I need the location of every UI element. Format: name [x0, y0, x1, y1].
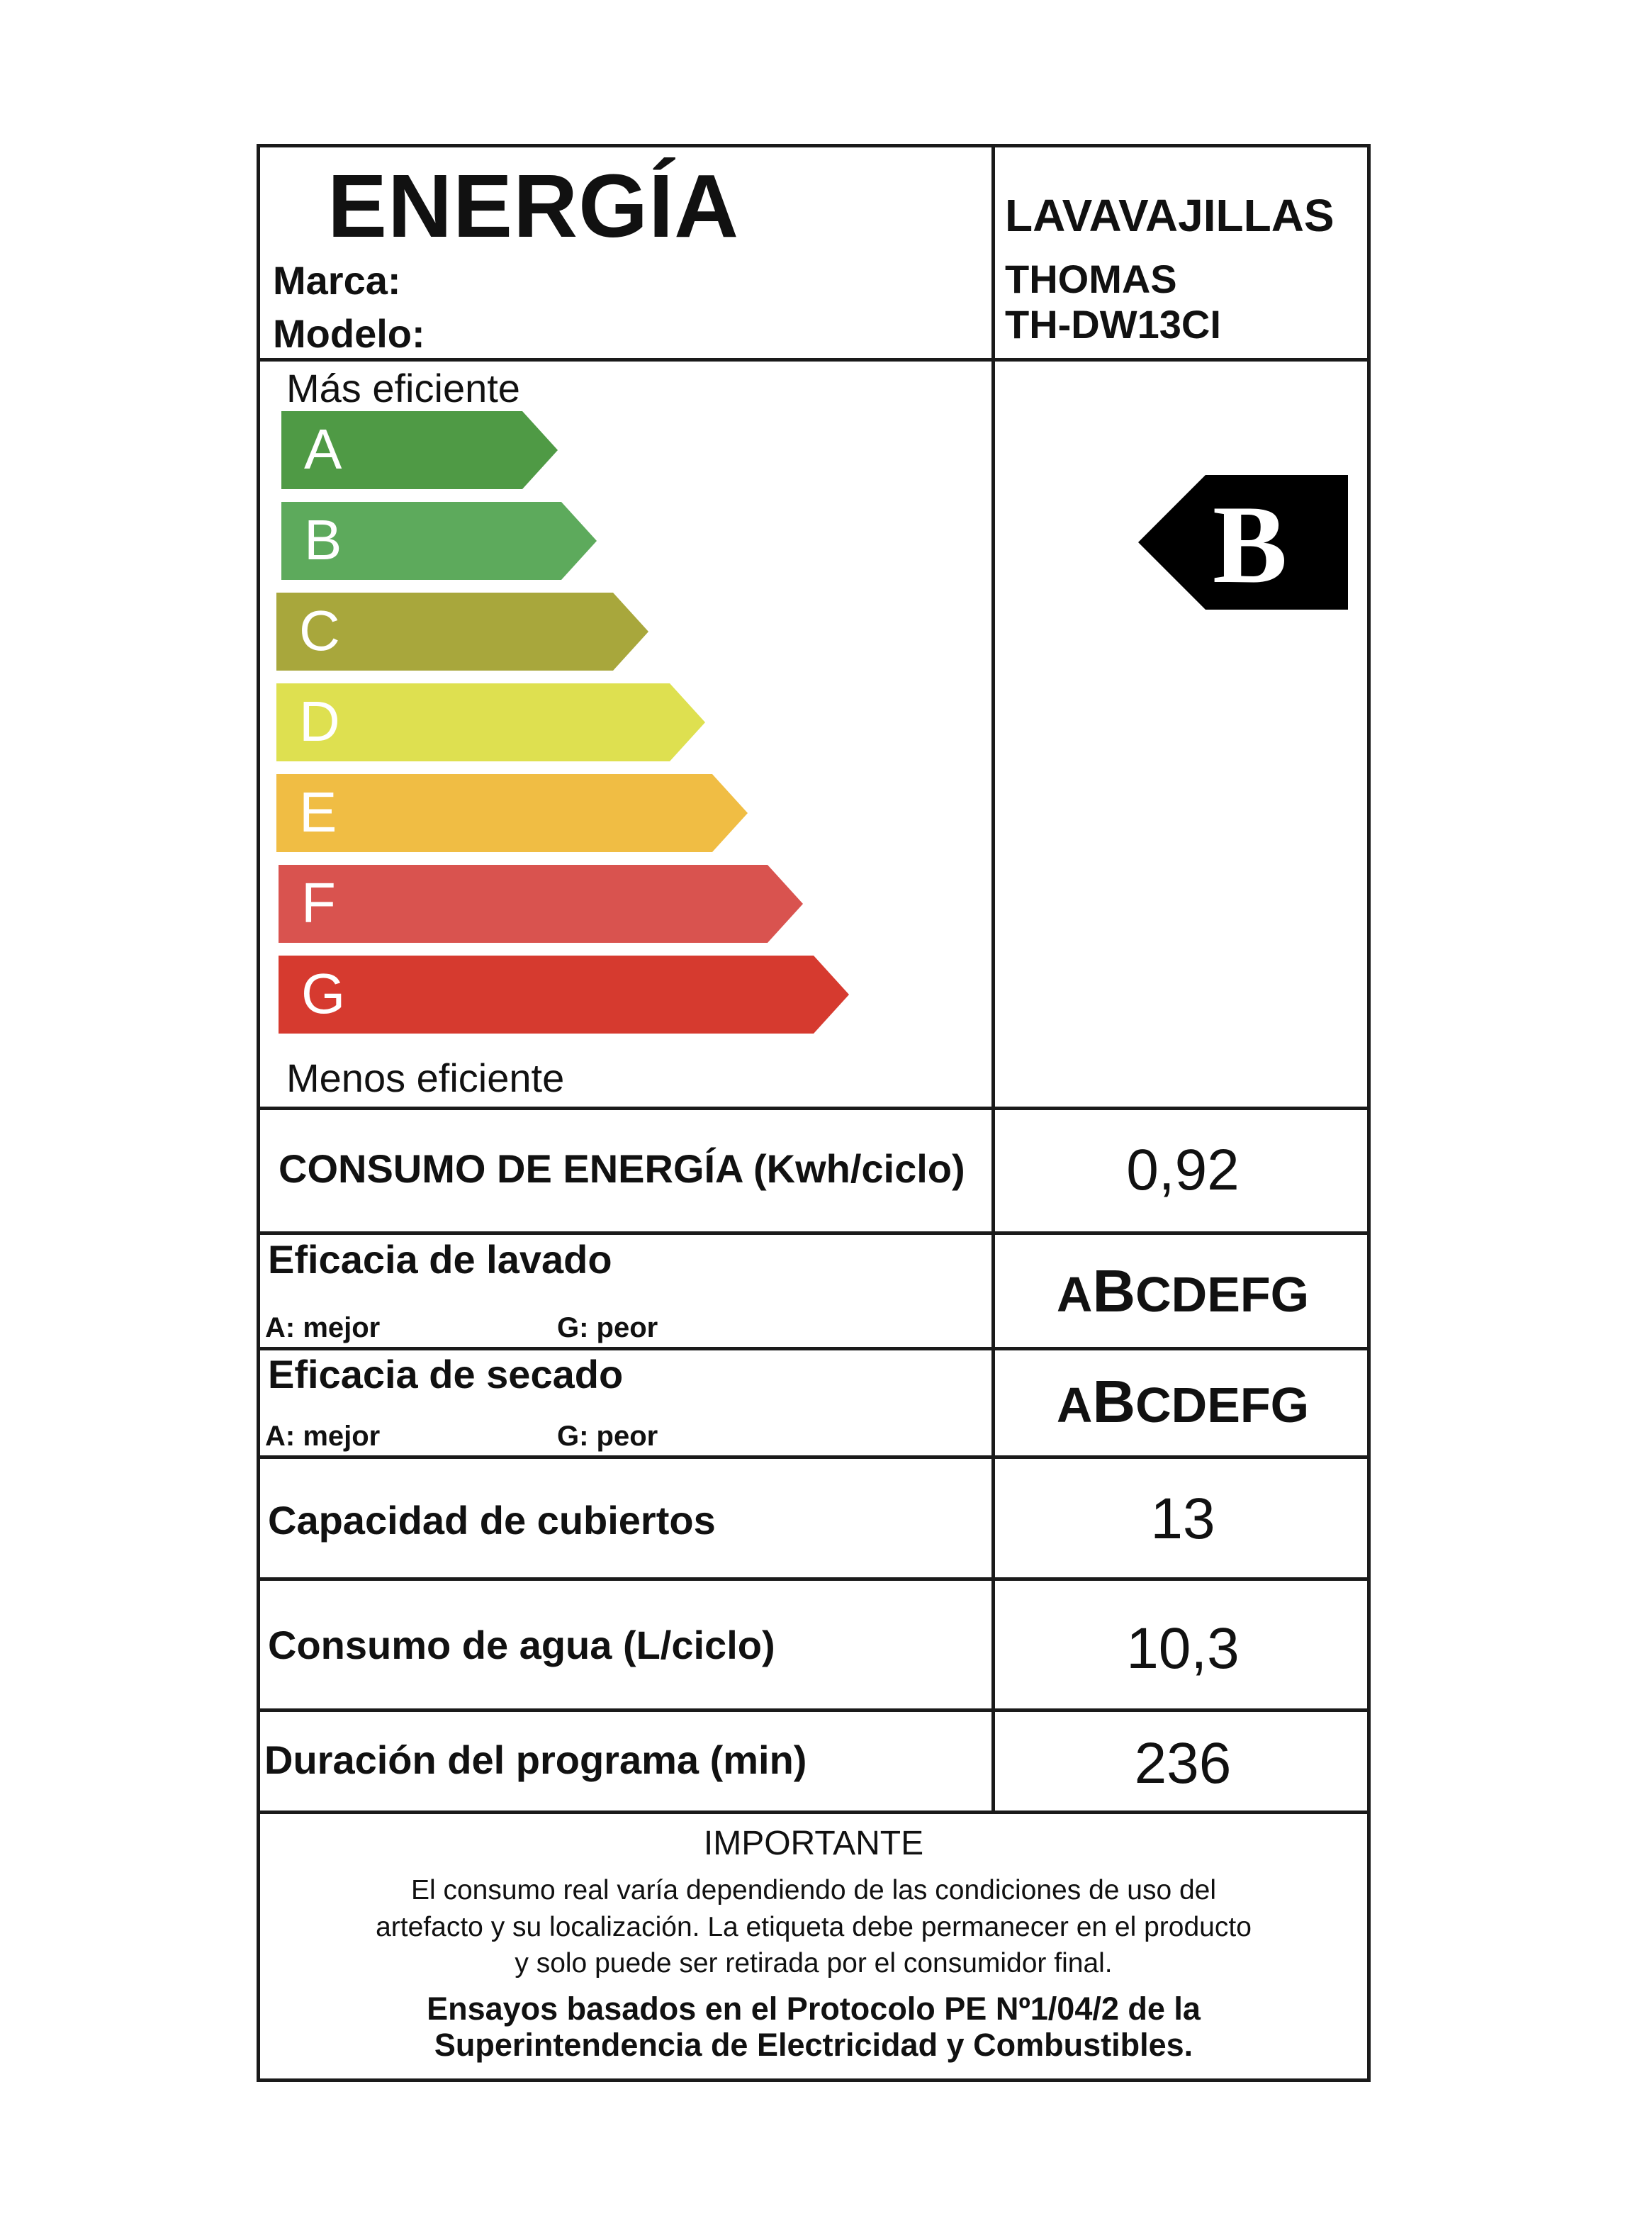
dry-best-label: A: mejor [265, 1421, 381, 1452]
capacity-value: 13 [1150, 1487, 1215, 1551]
disclaimer-line-2: artefacto y su localización. La etiqueta debe permanecer en el producto [376, 1912, 1252, 1942]
least-efficient-label: Menos eficiente [286, 1056, 565, 1100]
dry-efficiency-scale: ABCDEFG [1056, 1368, 1310, 1435]
divider [257, 1455, 1371, 1459]
model-value: TH-DW13CI [1005, 302, 1221, 347]
protocol-line-1: Ensayos basados en el Protocolo PE Nº1/04/2 de la [427, 1991, 1201, 2027]
divider [257, 1577, 1371, 1581]
divider [257, 1231, 1371, 1235]
column-divider [991, 144, 995, 1813]
divider [257, 1107, 1371, 1110]
class-letter: E [299, 780, 337, 844]
class-arrow-icon [279, 865, 803, 943]
efficiency-class-f [279, 865, 803, 943]
class-letter: C [299, 599, 340, 662]
class-letter: F [301, 871, 336, 934]
dry-worst-label: G: peor [557, 1421, 658, 1452]
efficiency-class-e [276, 774, 748, 852]
rating-letter: B [1213, 483, 1288, 607]
model-label: Modelo: [273, 311, 425, 356]
water-consumption-value: 10,3 [1126, 1616, 1240, 1681]
divider [257, 1708, 1371, 1712]
class-letter: A [304, 418, 342, 481]
divider [257, 1811, 1371, 1814]
disclaimer-line-1: El consumo real varía dependiendo de las condiciones de uso del [410, 1875, 1217, 1905]
efficiency-class-c [276, 593, 648, 671]
program-duration-label: Duración del programa (min) [264, 1737, 807, 1782]
class-letter: G [301, 962, 346, 1025]
brand-label: Marca: [273, 258, 401, 303]
efficiency-class-b [281, 502, 597, 580]
efficiency-class-a [281, 411, 558, 489]
wash-efficiency-scale: ABCDEFG [1056, 1258, 1310, 1324]
wash-selected-class: B [1092, 1258, 1136, 1324]
class-letter: B [304, 508, 342, 571]
protocol-line-2: Superintendencia de Electricidad y Combustibles. [434, 2027, 1193, 2063]
class-arrow-icon [276, 774, 748, 852]
energy-consumption-label: CONSUMO DE ENERGÍA (Kwh/ciclo) [279, 1146, 965, 1191]
wash-efficiency-label: Eficacia de lavado [268, 1237, 612, 1282]
dry-efficiency-label: Eficacia de secado [268, 1352, 624, 1397]
energy-consumption-value: 0,92 [1126, 1138, 1240, 1202]
capacity-label: Capacidad de cubiertos [268, 1498, 716, 1543]
water-consumption-label: Consumo de agua (L/ciclo) [268, 1623, 775, 1667]
class-letter: D [299, 690, 340, 753]
wash-best-label: A: mejor [265, 1312, 381, 1343]
important-heading: IMPORTANTE [703, 1825, 924, 1862]
efficiency-class-g [279, 956, 849, 1034]
brand-value: THOMAS [1005, 257, 1177, 301]
divider [257, 1347, 1371, 1350]
most-efficient-label: Más eficiente [286, 366, 520, 410]
divider [257, 358, 1371, 362]
disclaimer-line-3: y solo puede ser retirada por el consumidor final. [515, 1948, 1113, 1979]
rating-indicator [1138, 475, 1348, 610]
wash-worst-label: G: peor [557, 1312, 658, 1343]
dry-selected-class: B [1092, 1368, 1136, 1435]
class-arrow-icon [279, 956, 849, 1034]
appliance-category: LAVAVAJILLAS [1005, 190, 1334, 241]
program-duration-value: 236 [1134, 1731, 1232, 1796]
class-arrow-icon [276, 683, 705, 761]
label-title: ENERGÍA [327, 156, 740, 256]
efficiency-class-d [276, 683, 705, 761]
